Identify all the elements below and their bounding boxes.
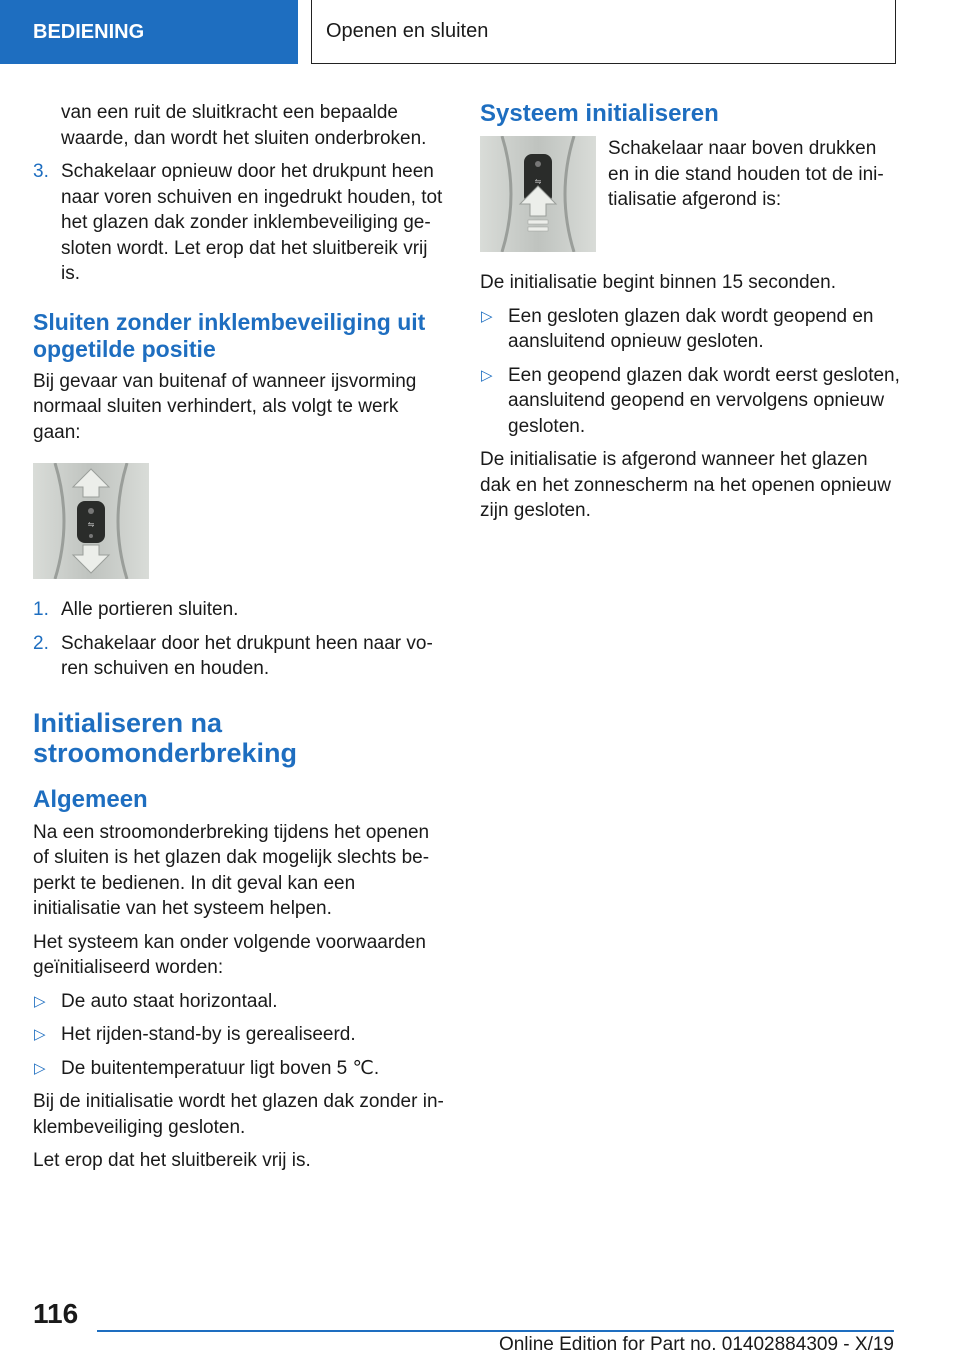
list-item: [480, 363, 900, 440]
list-item: [33, 1056, 448, 1082]
list-item-text: De buitentemperatuur ligt boven 5 ℃.: [61, 1057, 380, 1079]
bullet-triangle-icon: ▷: [481, 307, 493, 325]
list-item-text: Het rijden-stand-by is gerealiseerd.: [61, 1024, 356, 1045]
page-number: 116: [33, 1298, 79, 1329]
chapter-title: BEDIENING: [33, 20, 145, 43]
conditions-list: [33, 989, 448, 1082]
algemeen-paragraph-4: Let erop dat het sluitbereik vrij is.: [33, 1150, 311, 1171]
list-item-text: Een geopend glazen dak wordt eerst gesloten, aansluitend geopend en vervolgens opnieuw gesloten.: [508, 364, 900, 437]
figure-caption: Schakelaar naar boven drukken en in die stand houden tot de initialisatie afgerond is:: [608, 138, 884, 210]
list-item: [33, 989, 448, 1015]
step-1: [33, 597, 448, 623]
right-column: [480, 100, 900, 532]
bullet-triangle-icon: ▷: [34, 992, 46, 1010]
algemeen-paragraph-3: Bij de initialisatie wordt het glazen dak zonder inklembeveiliging gesloten.: [33, 1091, 444, 1138]
section-title: Openen en sluiten: [326, 20, 489, 42]
list-item: [480, 304, 900, 355]
figure-with-caption: [480, 136, 900, 252]
list-item: [33, 1022, 448, 1048]
list-item-text: De auto staat horizontaal.: [61, 990, 278, 1012]
heading-initialiseren: Initialiseren na stroomonderbreking: [33, 707, 298, 768]
heading-sluiten-zonder-inklembeveiliging: Sluiten zonder inklembeveiliging uit opgetilde positie: [33, 308, 426, 362]
step-number: 1.: [33, 599, 49, 620]
sluiten-paragraph: Bij gevaar van buitenaf of wanneer ijsvorming normaal sluiten verhindert, als volgt te werk gaan:: [33, 370, 417, 443]
bullet-triangle-icon: ▷: [34, 1026, 46, 1043]
step-text: Schakelaar opnieuw door het drukpunt heen naar voren schuiven en ingedrukt houden, tot het glazen dak zonder inklembeveiliging gesloten wordt. Let erop dat het sluitbereik vrij is.: [61, 161, 443, 284]
edition-text: Online Edition for Part no. 01402884309 - X/19: [498, 1334, 894, 1355]
heading-systeem-initialiseren: Systeem initialiseren: [480, 100, 719, 127]
systeem-paragraph-1: De initialisatie begint binnen 15 seconden.: [480, 272, 836, 293]
algemeen-paragraph-1: Na een stroomonderbreking tijdens het openen of sluiten is het glazen dak mogelijk slechts beperkt te bedienen. In dit geval kan een initialisatie van het systeem helpen.: [33, 821, 430, 919]
systeem-list: [480, 304, 900, 440]
step-number: 3.: [33, 161, 49, 182]
step-3: [33, 159, 448, 287]
step-number: 2.: [33, 632, 49, 654]
bullet-triangle-icon: ▷: [34, 1059, 46, 1077]
step-text: Schakelaar door het drukpunt heen naar voren schuiven en houden.: [61, 632, 433, 679]
list-item-text: Een gesloten glazen dak wordt geopend en aansluitend opnieuw gesloten.: [508, 305, 874, 352]
switch-push-forward-image: [33, 463, 149, 579]
svg-text:⇋: ⇋: [87, 520, 95, 529]
section-header: [311, 0, 896, 64]
switch-push-up-image: [480, 136, 596, 252]
systeem-paragraph-2: De initialisatie is afgerond wanneer het glazen dak en het zonnescherm na het openen opnieuw zijn gesloten.: [480, 449, 891, 521]
left-column: [33, 100, 448, 1182]
bullet-triangle-icon: ▷: [481, 366, 493, 384]
step-2: [33, 631, 448, 682]
footer-divider: [97, 1330, 894, 1332]
algemeen-paragraph-2: Het systeem kan onder volgende voorwaarden geïnitialiseerd worden:: [33, 931, 426, 978]
heading-algemeen: Algemeen: [33, 785, 148, 813]
svg-text:⇋: ⇋: [534, 177, 542, 186]
steps-list: [33, 597, 448, 682]
step-text: Alle portieren sluiten.: [61, 599, 239, 620]
continued-paragraph: van een ruit de sluitkracht een bepaalde waarde, dan wordt het sluiten onderbroken.: [61, 102, 427, 149]
chapter-tab: [0, 0, 298, 64]
